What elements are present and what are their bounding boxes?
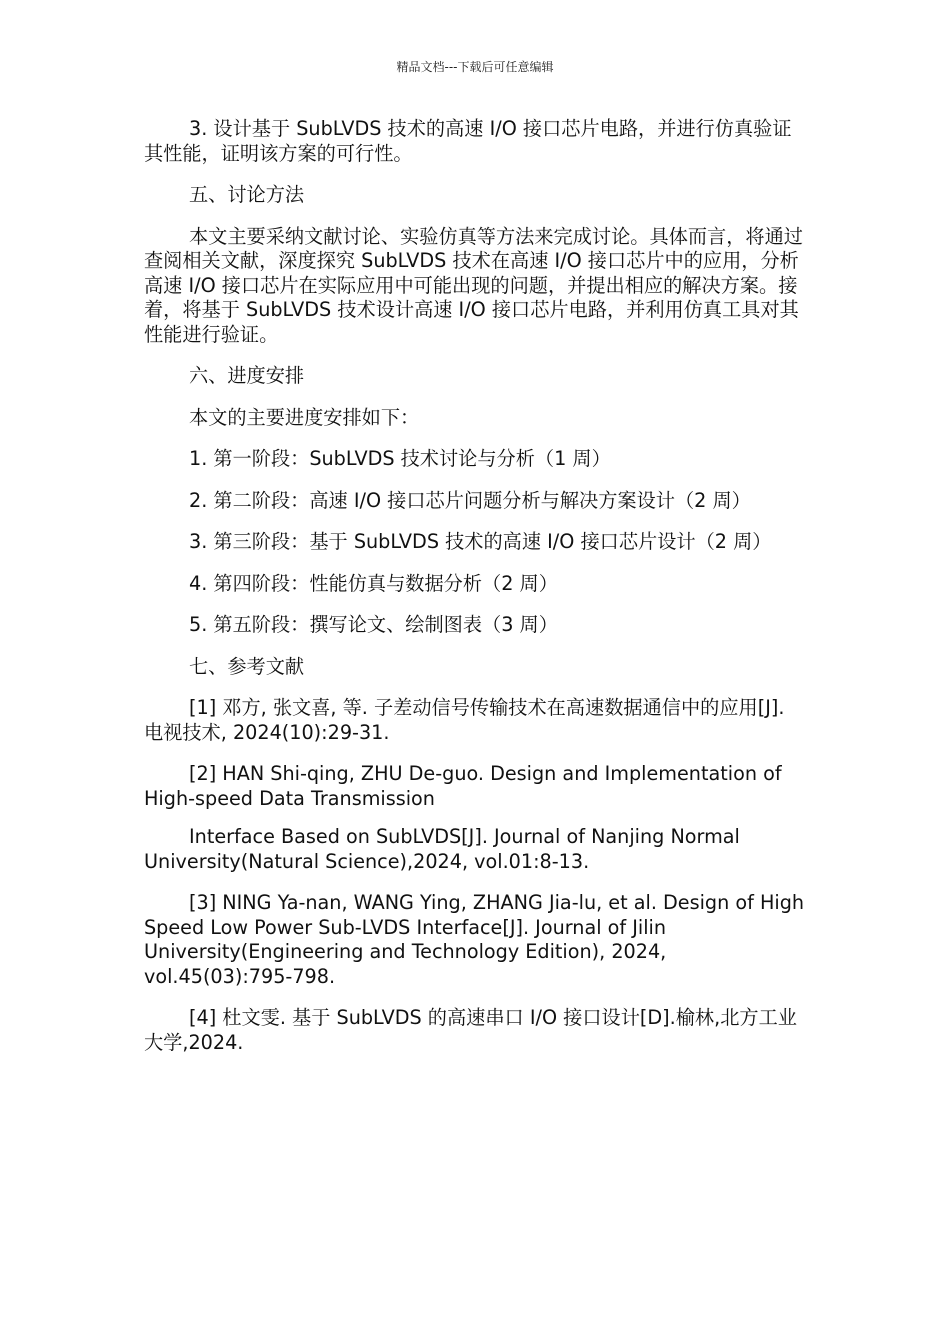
reference-2-part-2: Interface Based on SubLVDS[J]. Journal of Nanjing Normal University(Natural Science),2024, vol.01:8-13. [144,825,740,873]
section-heading-schedule: 六、进度安排 [189,364,305,387]
schedule-stage-2: 2. 第二阶段：高速 I/O 接口芯片问题分析与解决方案设计（2 周） [189,488,751,512]
goal-item-3: 3. 设计基于 SubLVDS 技术的高速 I/O 接口芯片电路，并进行仿真验证其性能，证明该方案的可行性。 [144,117,792,165]
reference-2-part-1: [2] HAN Shi-qing, ZHU De-guo. Design and Implementation of High-speed Data Transmission [144,762,782,810]
section-heading-methods: 五、讨论方法 [189,183,305,206]
schedule-intro: 本文的主要进度安排如下： [189,405,420,429]
page-header: 精品文档---下载后可任意编辑 [396,60,554,74]
document-body [144,117,809,1072]
reference-1: [1] 邓方, 张文喜, 等. 子差动信号传输技术在高速数据通信中的应用[J]. 电视技术, 2024(10):29-31. [144,696,785,744]
methods-paragraph: 本文主要采纳文献讨论、实验仿真等方法来完成讨论。具体而言，将通过查阅相关文献，深度探究 SubLVDS 技术在高速 I/O 接口芯片中的应用，分析高速 I/O 接口芯片在实际应用中可能出现的问题，并提出相应的解决方案。接着，将基于 SubLVDS 技术设计高速 I/O 接口芯片电路，并利用仿真工具对其性能进行验证。 [144,224,803,346]
schedule-stage-5: 5. 第五阶段：撰写论文、绘制图表（3 周） [189,613,558,636]
schedule-stage-3: 3. 第三阶段：基于 SubLVDS 技术的高速 I/O 接口芯片设计（2 周） [189,530,772,553]
schedule-stage-4: 4. 第四阶段：性能仿真与数据分析（2 周） [189,571,558,595]
reference-4: [4] 杜文雯. 基于 SubLVDS 的高速串口 I/O 接口设计[D].榆林,北方工业大学,2024. [144,1006,797,1054]
schedule-stage-1: 1. 第一阶段：SubLVDS 技术讨论与分析（1 周） [189,447,611,470]
reference-3: [3] NING Ya-nan, WANG Ying, ZHANG Jia-lu, et al. Design of High Speed Low Power Sub-LVDS Interface[J]. Journal of Jilin University(Engineering and Technology Edition), 2024, vol.45(03):795-798. [144,891,805,988]
section-heading-references: 七、参考文献 [189,654,305,678]
